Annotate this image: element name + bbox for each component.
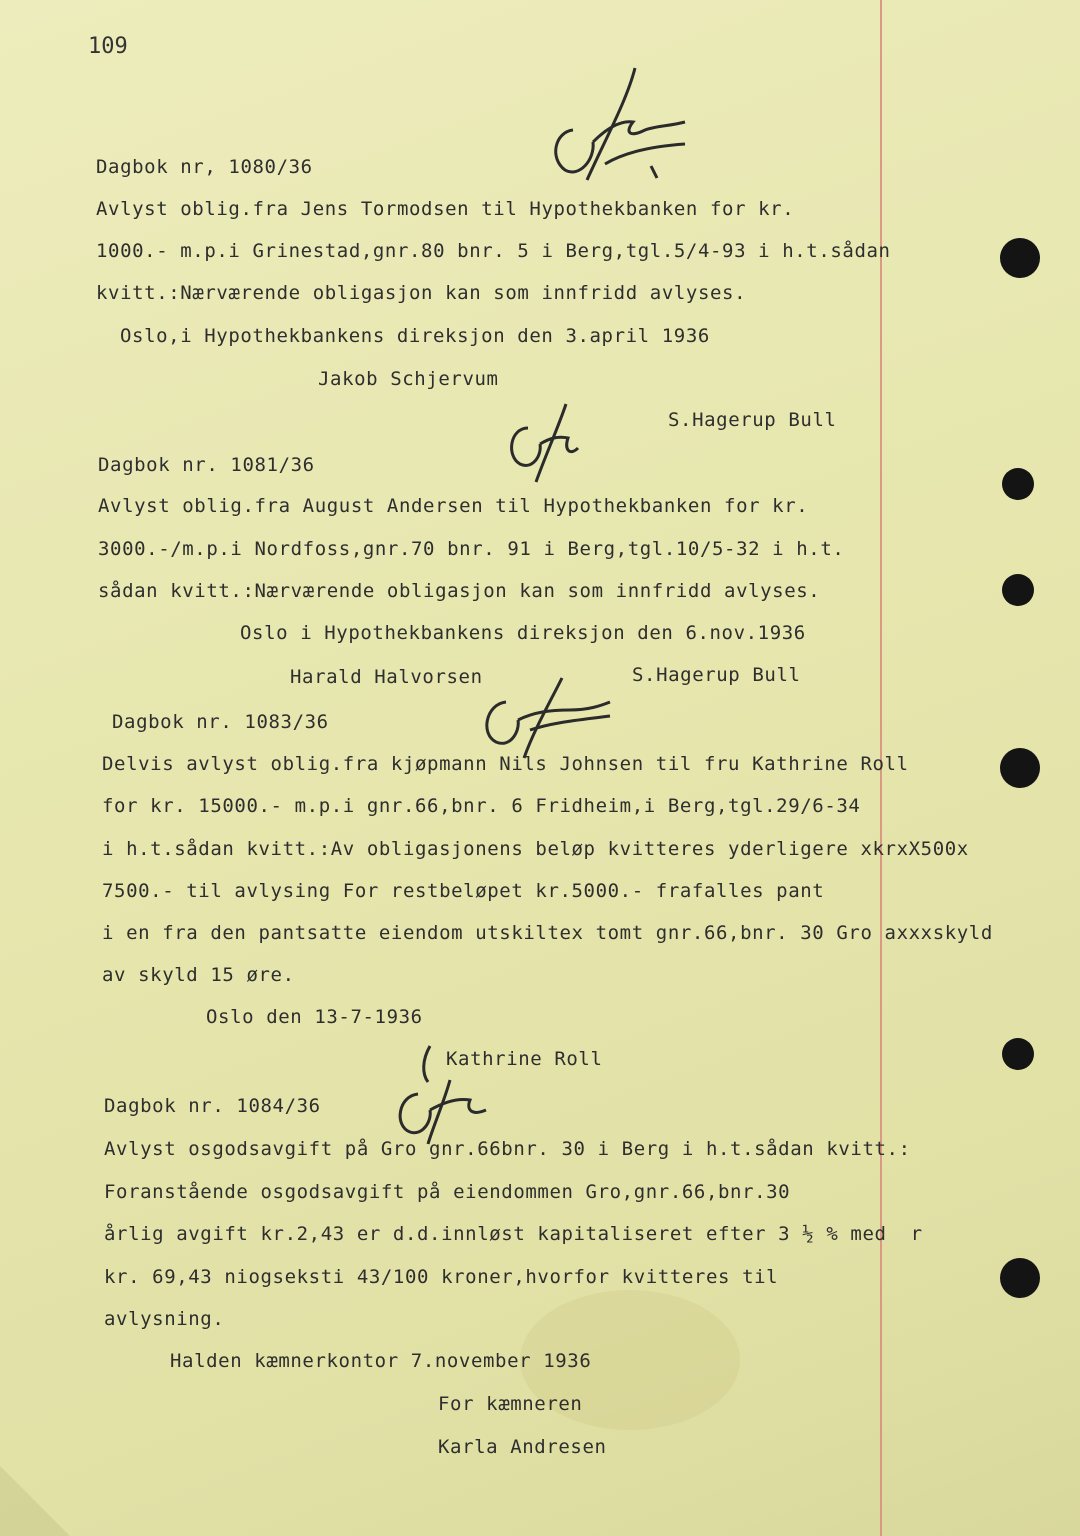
entry-text-line: 7500.- til avlysing For restbeløpet kr.5000.- frafalles pant (102, 880, 825, 902)
entry-heading-1083: Dagbok nr. 1083/36 (112, 711, 329, 733)
entry-heading-1081: Dagbok nr. 1081/36 (98, 454, 315, 476)
entry-text-line: kvitt.:Nærværende obligasjon kan som innfridd avlyses. (96, 282, 747, 304)
signatory-name: S.Hagerup Bull (668, 409, 837, 431)
signature-mark (470, 672, 620, 762)
punch-hole (1000, 1258, 1040, 1298)
corner-fold (0, 1466, 70, 1536)
entry-heading-1080: Dagbok nr, 1080/36 (96, 156, 313, 178)
entry-text-line: i h.t.sådan kvitt.:Av obligasjonens beløp kvitteres yderligere xkrxX500x (102, 838, 969, 860)
signature-mark (498, 398, 588, 488)
signatory-title: For kæmneren (438, 1393, 583, 1415)
signatory-name: S.Hagerup Bull (632, 664, 801, 686)
punch-hole (1002, 574, 1034, 606)
entry-text-line: for kr. 15000.- m.p.i gnr.66,bnr. 6 Fridheim,i Berg,tgl.29/6-34 (102, 795, 861, 817)
entry-text-line: 1000.- m.p.i Grinestad,gnr.80 bnr. 5 i Berg,tgl.5/4-93 i h.t.sådan (96, 240, 891, 262)
page-number: 109 (88, 34, 128, 59)
entry-text-line: Avlyst oblig.fra Jens Tormodsen til Hypothekbanken for kr. (96, 198, 795, 220)
entry-text-line: sådan kvitt.:Nærværende obligasjon kan som innfridd avlyses. (98, 580, 821, 602)
signatory-name: Kathrine Roll (446, 1048, 603, 1070)
entry-place-date: Halden kæmnerkontor 7.november 1936 (170, 1350, 592, 1372)
entry-place-date: Oslo i Hypothekbankens direksjon den 6.nov.1936 (240, 622, 806, 644)
entry-text-line: årlig avgift kr.2,43 er d.d.innløst kapitaliseret efter 3 ½ % med r (104, 1223, 923, 1245)
signatory-name: Harald Halvorsen (290, 666, 483, 688)
entry-text-line: avlysning. (104, 1308, 225, 1330)
signature-mark (388, 1040, 498, 1150)
signature-mark (535, 60, 695, 190)
punch-hole (1002, 468, 1034, 500)
entry-text-line: Avlyst oblig.fra August Andersen til Hypothekbanken for kr. (98, 495, 809, 517)
punch-hole (1002, 1038, 1034, 1070)
entry-text-line: kr. 69,43 niogseksti 43/100 kroner,hvorfor kvitteres til (104, 1266, 779, 1288)
punch-hole (1000, 748, 1040, 788)
entry-text-line: i en fra den pantsatte eiendom utskiltex tomt gnr.66,bnr. 30 Gro axxxskyld (102, 922, 993, 944)
entry-text-line: Delvis avlyst oblig.fra kjøpmann Nils Johnsen til fru Kathrine Roll (102, 753, 909, 775)
entry-text-line: av skyld 15 øre. (102, 964, 295, 986)
punch-hole (1000, 238, 1040, 278)
entry-text-line: Foranstående osgodsavgift på eiendommen Gro,gnr.66,bnr.30 (104, 1181, 791, 1203)
entry-place-date: Oslo,i Hypothekbankens direksjon den 3.april 1936 (120, 325, 710, 347)
signatory-name: Jakob Schjervum (318, 368, 499, 390)
entry-text-line: Avlyst osgodsavgift på Gro gnr.66bnr. 30 i Berg i h.t.sådan kvitt.: (104, 1138, 911, 1160)
entry-text-line: 3000.-/m.p.i Nordfoss,gnr.70 bnr. 91 i Berg,tgl.10/5-32 i h.t. (98, 538, 845, 560)
entry-heading-1084: Dagbok nr. 1084/36 (104, 1095, 321, 1117)
signatory-name: Karla Andresen (438, 1436, 607, 1458)
entry-place-date: Oslo den 13-7-1936 (206, 1006, 423, 1028)
